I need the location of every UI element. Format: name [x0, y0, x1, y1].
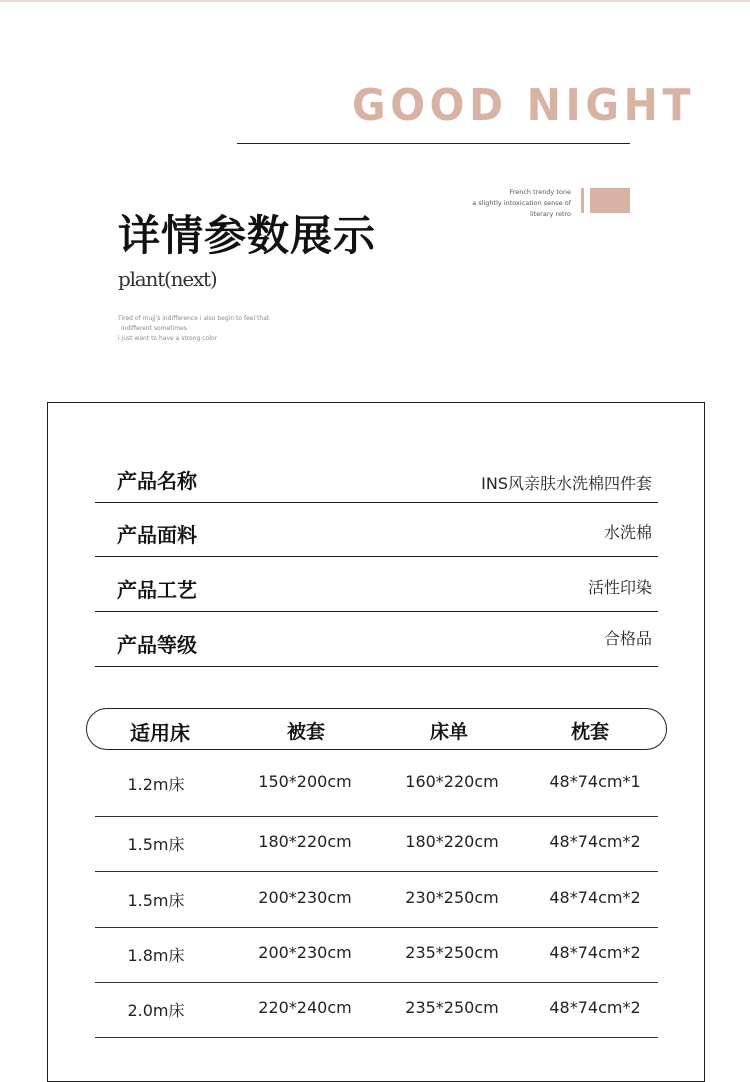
- table-cell: 220*240cm: [258, 998, 352, 1017]
- tagline-line: a slightly intoxication sense of: [472, 199, 571, 207]
- header-divider: [237, 143, 630, 144]
- spec-label: 产品等级: [117, 633, 197, 657]
- table-row: [95, 761, 658, 817]
- note-line: i just want to have a strong color: [118, 335, 217, 342]
- tagline-line: literary retro: [530, 210, 571, 218]
- header-pillowcase: 枕套: [570, 721, 609, 743]
- table-cell: 235*250cm: [405, 998, 499, 1017]
- accent-block: [590, 188, 630, 213]
- table-cell: 48*74cm*2: [549, 888, 641, 907]
- table-cell: 48*74cm*2: [549, 943, 641, 962]
- table-cell: 160*220cm: [405, 772, 499, 791]
- brand-title: GOOD NIGHT: [352, 80, 696, 131]
- table-cell: 48*74cm*2: [549, 998, 641, 1017]
- table-cell: 1.5m床: [127, 891, 185, 910]
- spec-value: 活性印染: [587, 578, 652, 597]
- script-subtitle: plant(next): [118, 267, 217, 291]
- spec-value: 合格品: [603, 629, 652, 648]
- table-row: [95, 982, 658, 1038]
- table-row: [95, 927, 658, 983]
- spec-label: 产品名称: [117, 469, 197, 493]
- table-cell: 180*220cm: [405, 832, 499, 851]
- spec-label: 产品面料: [117, 523, 197, 547]
- spec-row-name: [95, 448, 658, 503]
- spec-row-grade: [95, 612, 658, 667]
- header-duvet: 被套: [286, 721, 325, 743]
- table-cell: 200*230cm: [258, 943, 352, 962]
- page-title: 详情参数展示: [118, 211, 377, 260]
- table-cell: 180*220cm: [258, 832, 352, 851]
- decorative-note: [118, 314, 328, 344]
- table-cell: 1.2m床: [127, 775, 185, 794]
- accent-bar: [581, 188, 584, 213]
- spec-row-process: [95, 557, 658, 612]
- tagline-line: French trendy tone: [509, 188, 571, 196]
- table-row: [95, 872, 658, 928]
- note-line: indifferent sometimes: [121, 325, 187, 332]
- spec-label: 产品工艺: [117, 578, 197, 602]
- header-sheet: 床单: [429, 721, 468, 743]
- spec-value: 水洗棉: [603, 523, 652, 542]
- header-bed: 适用床: [130, 721, 190, 745]
- spec-value: INS风亲肤水洗棉四件套: [481, 474, 652, 493]
- spec-row-fabric: [95, 502, 658, 557]
- table-cell: 200*230cm: [258, 888, 352, 907]
- top-accent-line: [0, 0, 750, 2]
- note-line: Tired of mujj's indifference i also begin to feel that: [118, 315, 270, 322]
- table-cell: 1.8m床: [127, 946, 185, 965]
- table-cell: 48*74cm*2: [549, 832, 641, 851]
- table-cell: 150*200cm: [258, 772, 352, 791]
- table-cell: 230*250cm: [405, 888, 499, 907]
- table-cell: 235*250cm: [405, 943, 499, 962]
- size-table-header: [86, 708, 667, 750]
- table-cell: 1.5m床: [127, 835, 185, 854]
- table-row: [95, 816, 658, 872]
- tagline: [381, 187, 571, 220]
- table-cell: 2.0m床: [127, 1001, 185, 1020]
- table-cell: 48*74cm*1: [549, 772, 641, 791]
